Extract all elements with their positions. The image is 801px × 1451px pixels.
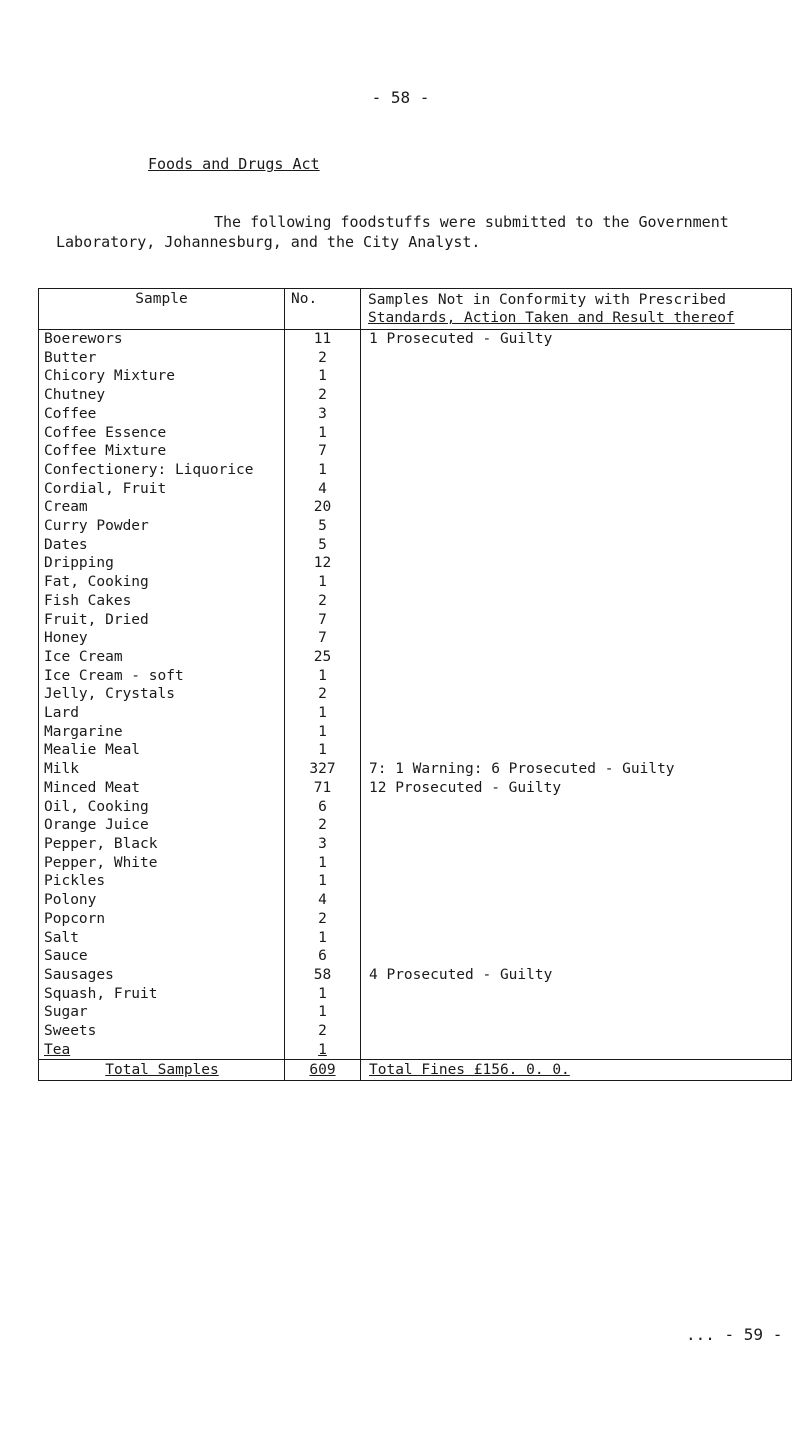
sample-cell: Tea xyxy=(39,1041,285,1060)
count-cell: 1 xyxy=(285,929,361,948)
sample-cell: Mealie Meal xyxy=(39,741,285,760)
count-cell: 1 xyxy=(285,573,361,592)
result-cell xyxy=(361,929,792,948)
table-row xyxy=(39,648,792,667)
table-row xyxy=(39,517,792,536)
page-number: - 58 - xyxy=(371,88,430,107)
table-header-row xyxy=(39,289,792,330)
count-cell: 3 xyxy=(285,405,361,424)
sample-cell: Ice Cream xyxy=(39,648,285,667)
result-cell xyxy=(361,424,792,443)
sample-cell: Polony xyxy=(39,891,285,910)
count-cell: 4 xyxy=(285,480,361,499)
count-cell: 1 xyxy=(285,854,361,873)
sample-cell: Oil, Cooking xyxy=(39,798,285,817)
sample-cell: Milk xyxy=(39,760,285,779)
result-cell xyxy=(361,405,792,424)
table-row xyxy=(39,835,792,854)
table-row xyxy=(39,966,792,985)
table-row xyxy=(39,1003,792,1022)
sample-cell: Sweets xyxy=(39,1022,285,1041)
count-cell: 7 xyxy=(285,442,361,461)
table-row xyxy=(39,760,792,779)
table-row xyxy=(39,405,792,424)
sample-cell: Honey xyxy=(39,629,285,648)
table-row xyxy=(39,442,792,461)
table-row xyxy=(39,424,792,443)
sample-cell: Fruit, Dried xyxy=(39,611,285,630)
count-cell: 1 xyxy=(285,704,361,723)
table-row xyxy=(39,910,792,929)
total-label: Total Samples xyxy=(39,1060,285,1081)
sample-cell: Sauce xyxy=(39,947,285,966)
section-heading: Foods and Drugs Act xyxy=(148,155,320,173)
result-cell xyxy=(361,517,792,536)
table-row xyxy=(39,1041,792,1060)
header-standards-line-2: Standards, Action Taken and Result thereof xyxy=(368,310,735,326)
count-cell: 2 xyxy=(285,1022,361,1041)
total-count: 609 xyxy=(285,1060,361,1081)
sample-cell: Minced Meat xyxy=(39,779,285,798)
sample-cell: Boerewors xyxy=(39,330,285,349)
result-cell xyxy=(361,798,792,817)
result-cell: 4 Prosecuted - Guilty xyxy=(361,966,792,985)
header-no: No. xyxy=(285,289,361,330)
count-cell: 3 xyxy=(285,835,361,854)
result-cell xyxy=(361,947,792,966)
count-cell: 20 xyxy=(285,498,361,517)
result-cell xyxy=(361,685,792,704)
count-cell: 2 xyxy=(285,910,361,929)
count-cell: 6 xyxy=(285,798,361,817)
result-cell xyxy=(361,704,792,723)
table-row xyxy=(39,779,792,798)
table-row xyxy=(39,704,792,723)
intro-paragraph xyxy=(56,212,756,252)
sample-cell: Pickles xyxy=(39,872,285,891)
table-body xyxy=(39,330,792,1060)
count-cell: 1 xyxy=(285,461,361,480)
result-cell xyxy=(361,629,792,648)
table-row xyxy=(39,330,792,349)
sample-cell: Sugar xyxy=(39,1003,285,1022)
sample-cell: Pepper, Black xyxy=(39,835,285,854)
table-row xyxy=(39,872,792,891)
result-cell xyxy=(361,1003,792,1022)
result-cell xyxy=(361,349,792,368)
result-cell xyxy=(361,723,792,742)
count-cell: 11 xyxy=(285,330,361,349)
result-cell xyxy=(361,386,792,405)
table-row xyxy=(39,1022,792,1041)
count-cell: 1 xyxy=(285,1041,361,1060)
header-standards-line-1: Samples Not in Conformity with Prescribed xyxy=(368,292,726,308)
result-cell: 12 Prosecuted - Guilty xyxy=(361,779,792,798)
header-standards xyxy=(361,289,792,330)
table-row xyxy=(39,461,792,480)
count-cell: 1 xyxy=(285,723,361,742)
count-cell: 1 xyxy=(285,741,361,760)
count-cell: 2 xyxy=(285,386,361,405)
table-row xyxy=(39,536,792,555)
total-row xyxy=(39,1060,792,1081)
sample-cell: Squash, Fruit xyxy=(39,985,285,1004)
total-fines: Total Fines £156. 0. 0. xyxy=(361,1060,792,1081)
result-cell xyxy=(361,910,792,929)
table-row xyxy=(39,798,792,817)
count-cell: 12 xyxy=(285,554,361,573)
table-row xyxy=(39,349,792,368)
result-cell xyxy=(361,816,792,835)
sample-cell: Lard xyxy=(39,704,285,723)
count-cell: 2 xyxy=(285,685,361,704)
count-cell: 7 xyxy=(285,611,361,630)
sample-cell: Cream xyxy=(39,498,285,517)
intro-line-1: The following foodstuffs were submitted to the Government xyxy=(214,213,729,231)
sample-cell: Jelly, Crystals xyxy=(39,685,285,704)
result-cell xyxy=(361,985,792,1004)
sample-cell: Pepper, White xyxy=(39,854,285,873)
table-row xyxy=(39,891,792,910)
count-cell: 1 xyxy=(285,872,361,891)
table-row xyxy=(39,498,792,517)
table-row xyxy=(39,685,792,704)
table-row xyxy=(39,929,792,948)
table-row xyxy=(39,723,792,742)
table-row xyxy=(39,573,792,592)
sample-cell: Margarine xyxy=(39,723,285,742)
table-row xyxy=(39,386,792,405)
result-cell xyxy=(361,667,792,686)
sample-cell: Curry Powder xyxy=(39,517,285,536)
count-cell: 5 xyxy=(285,536,361,555)
result-cell xyxy=(361,741,792,760)
count-cell: 5 xyxy=(285,517,361,536)
result-cell xyxy=(361,536,792,555)
count-cell: 2 xyxy=(285,349,361,368)
sample-cell: Dripping xyxy=(39,554,285,573)
count-cell: 1 xyxy=(285,367,361,386)
result-cell xyxy=(361,891,792,910)
result-cell xyxy=(361,611,792,630)
count-cell: 1 xyxy=(285,424,361,443)
intro-line-2: Laboratory, Johannesburg, and the City Analyst. xyxy=(56,233,481,251)
table-row xyxy=(39,629,792,648)
sample-cell: Popcorn xyxy=(39,910,285,929)
next-page-marker: ... - 59 - xyxy=(686,1325,783,1344)
result-cell xyxy=(361,1022,792,1041)
result-cell xyxy=(361,872,792,891)
count-cell: 7 xyxy=(285,629,361,648)
table-row xyxy=(39,667,792,686)
table-row xyxy=(39,367,792,386)
result-cell: 1 Prosecuted - Guilty xyxy=(361,330,792,349)
table-row xyxy=(39,816,792,835)
count-cell: 1 xyxy=(285,667,361,686)
result-cell xyxy=(361,442,792,461)
sample-cell: Cordial, Fruit xyxy=(39,480,285,499)
sample-cell: Fish Cakes xyxy=(39,592,285,611)
result-cell xyxy=(361,367,792,386)
result-cell xyxy=(361,573,792,592)
result-cell xyxy=(361,648,792,667)
count-cell: 1 xyxy=(285,985,361,1004)
sample-cell: Coffee Essence xyxy=(39,424,285,443)
count-cell: 25 xyxy=(285,648,361,667)
table-row xyxy=(39,480,792,499)
result-cell: 7: 1 Warning: 6 Prosecuted - Guilty xyxy=(361,760,792,779)
count-cell: 2 xyxy=(285,592,361,611)
sample-cell: Chicory Mixture xyxy=(39,367,285,386)
sample-cell: Butter xyxy=(39,349,285,368)
sample-cell: Confectionery: Liquorice xyxy=(39,461,285,480)
table-row xyxy=(39,741,792,760)
result-cell xyxy=(361,854,792,873)
sample-cell: Salt xyxy=(39,929,285,948)
samples-table xyxy=(38,288,792,1081)
sample-cell: Sausages xyxy=(39,966,285,985)
result-cell xyxy=(361,461,792,480)
count-cell: 1 xyxy=(285,1003,361,1022)
samples-table-container xyxy=(38,288,791,1081)
sample-cell: Orange Juice xyxy=(39,816,285,835)
table-row xyxy=(39,985,792,1004)
count-cell: 71 xyxy=(285,779,361,798)
result-cell xyxy=(361,1041,792,1060)
table-row xyxy=(39,592,792,611)
sample-cell: Dates xyxy=(39,536,285,555)
count-cell: 4 xyxy=(285,891,361,910)
count-cell: 6 xyxy=(285,947,361,966)
table-row xyxy=(39,554,792,573)
count-cell: 2 xyxy=(285,816,361,835)
result-cell xyxy=(361,480,792,499)
result-cell xyxy=(361,498,792,517)
sample-cell: Coffee xyxy=(39,405,285,424)
sample-cell: Chutney xyxy=(39,386,285,405)
count-cell: 58 xyxy=(285,966,361,985)
sample-cell: Ice Cream - soft xyxy=(39,667,285,686)
result-cell xyxy=(361,592,792,611)
table-row xyxy=(39,947,792,966)
table-row xyxy=(39,854,792,873)
result-cell xyxy=(361,835,792,854)
table-row xyxy=(39,611,792,630)
result-cell xyxy=(361,554,792,573)
count-cell: 327 xyxy=(285,760,361,779)
sample-cell: Coffee Mixture xyxy=(39,442,285,461)
header-sample: Sample xyxy=(39,289,285,330)
sample-cell: Fat, Cooking xyxy=(39,573,285,592)
